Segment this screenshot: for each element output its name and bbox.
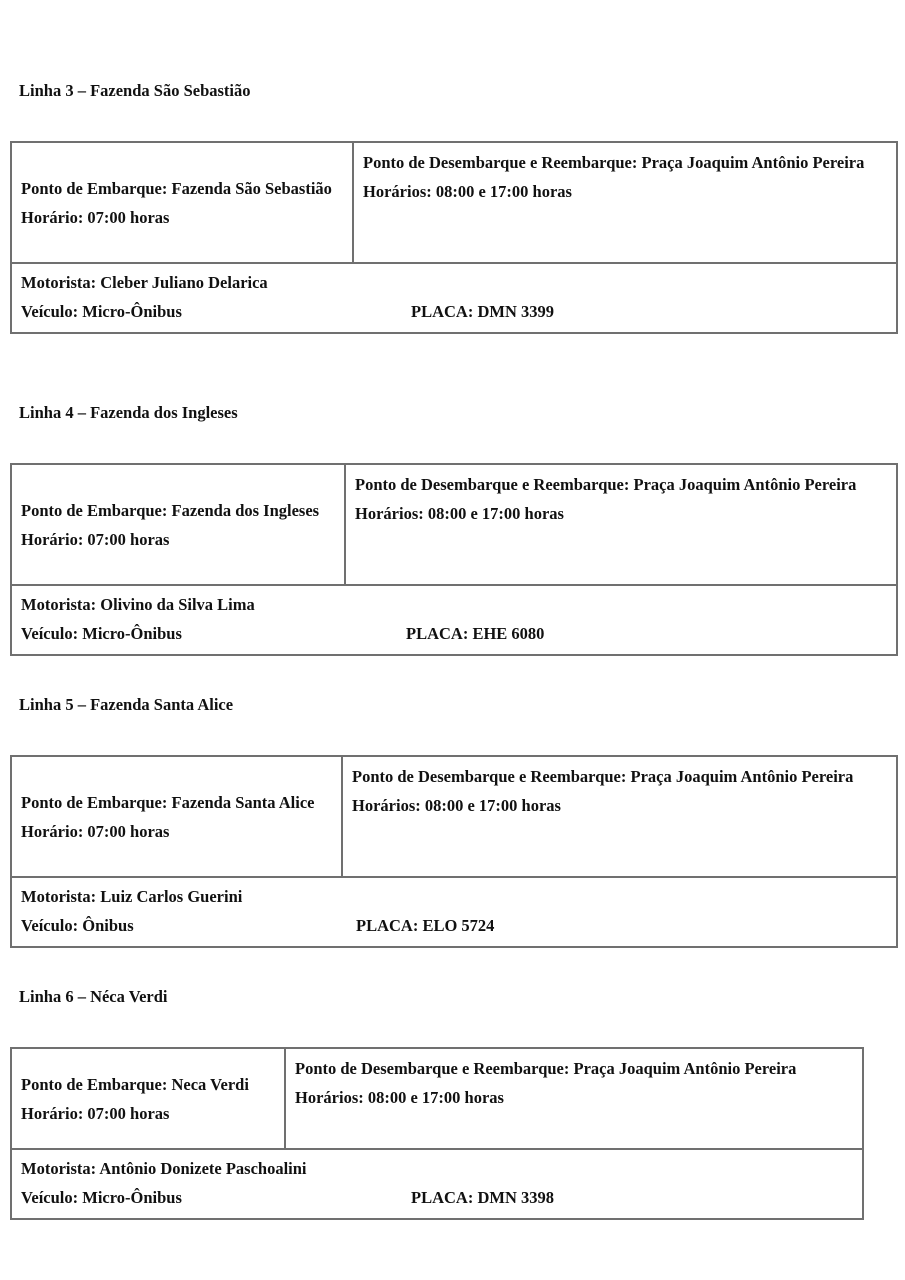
drop-off-cell: [345, 464, 897, 585]
drop-off-point: Ponto de Desembarque e Reembarque: Praça Joaquim Antônio Pereira: [355, 475, 857, 494]
driver-name: Motorista: Cleber Juliano Delarica: [21, 273, 268, 292]
boarding-point: Ponto de Embarque: Fazenda Santa Alice: [21, 792, 315, 812]
boarding-time: Horário: 07:00 horas: [21, 1103, 170, 1123]
boarding-point: Ponto de Embarque: Fazenda dos Ingleses: [21, 500, 320, 520]
route-heading: Linha 6 – Néca Verdi: [19, 987, 168, 1006]
drop-off-point: Ponto de Desembarque e Reembarque: Praça Joaquim Antônio Pereira: [363, 153, 865, 172]
vehicle-type: Veículo: Micro-Ônibus: [21, 1188, 182, 1207]
driver-cell: [11, 877, 897, 947]
boarding-time: Horário: 07:00 horas: [21, 529, 170, 549]
drop-off-point: Ponto de Desembarque e Reembarque: Praça Joaquim Antônio Pereira: [295, 1059, 797, 1078]
drop-off-times: Horários: 08:00 e 17:00 horas: [363, 182, 572, 201]
vehicle-plate: PLACA: EHE 6080: [406, 624, 545, 643]
drop-off-cell: [353, 142, 897, 263]
route-table: [10, 755, 898, 948]
driver-cell: [11, 585, 897, 655]
driver-name: Motorista: Olivino da Silva Lima: [21, 595, 255, 614]
drop-off-cell: [285, 1048, 863, 1149]
route-table: [10, 463, 898, 656]
drop-off-times: Horários: 08:00 e 17:00 horas: [295, 1088, 504, 1107]
vehicle-plate: PLACA: ELO 5724: [356, 916, 495, 935]
drop-off-point: Ponto de Desembarque e Reembarque: Praça Joaquim Antônio Pereira: [352, 767, 854, 786]
boarding-point: Ponto de Embarque: Fazenda São Sebastião: [21, 178, 332, 198]
boarding-cell: [11, 142, 353, 263]
driver-cell: [11, 1149, 863, 1219]
boarding-cell: [11, 756, 342, 877]
vehicle-type: Veículo: Micro-Ônibus: [21, 624, 182, 643]
boarding-time: Horário: 07:00 horas: [21, 207, 170, 227]
boarding-time: Horário: 07:00 horas: [21, 821, 170, 841]
drop-off-times: Horários: 08:00 e 17:00 horas: [352, 796, 561, 815]
route-table: [10, 141, 898, 334]
driver-name: Motorista: Antônio Donizete Paschoalini: [21, 1159, 307, 1178]
route-heading: Linha 4 – Fazenda dos Ingleses: [19, 403, 238, 422]
vehicle-plate: PLACA: DMN 3398: [411, 1188, 554, 1207]
driver-name: Motorista: Luiz Carlos Guerini: [21, 887, 243, 906]
vehicle-type: Veículo: Ônibus: [21, 916, 134, 935]
driver-cell: [11, 263, 897, 333]
boarding-point: Ponto de Embarque: Neca Verdi: [21, 1074, 249, 1094]
route-table: [10, 1047, 864, 1220]
route-heading: Linha 5 – Fazenda Santa Alice: [19, 695, 234, 714]
boarding-cell: [11, 464, 345, 585]
boarding-cell: [11, 1048, 285, 1149]
drop-off-times: Horários: 08:00 e 17:00 horas: [355, 504, 564, 523]
vehicle-plate: PLACA: DMN 3399: [411, 302, 554, 321]
drop-off-cell: [342, 756, 897, 877]
vehicle-type: Veículo: Micro-Ônibus: [21, 302, 182, 321]
route-heading: Linha 3 – Fazenda São Sebastião: [19, 81, 251, 100]
